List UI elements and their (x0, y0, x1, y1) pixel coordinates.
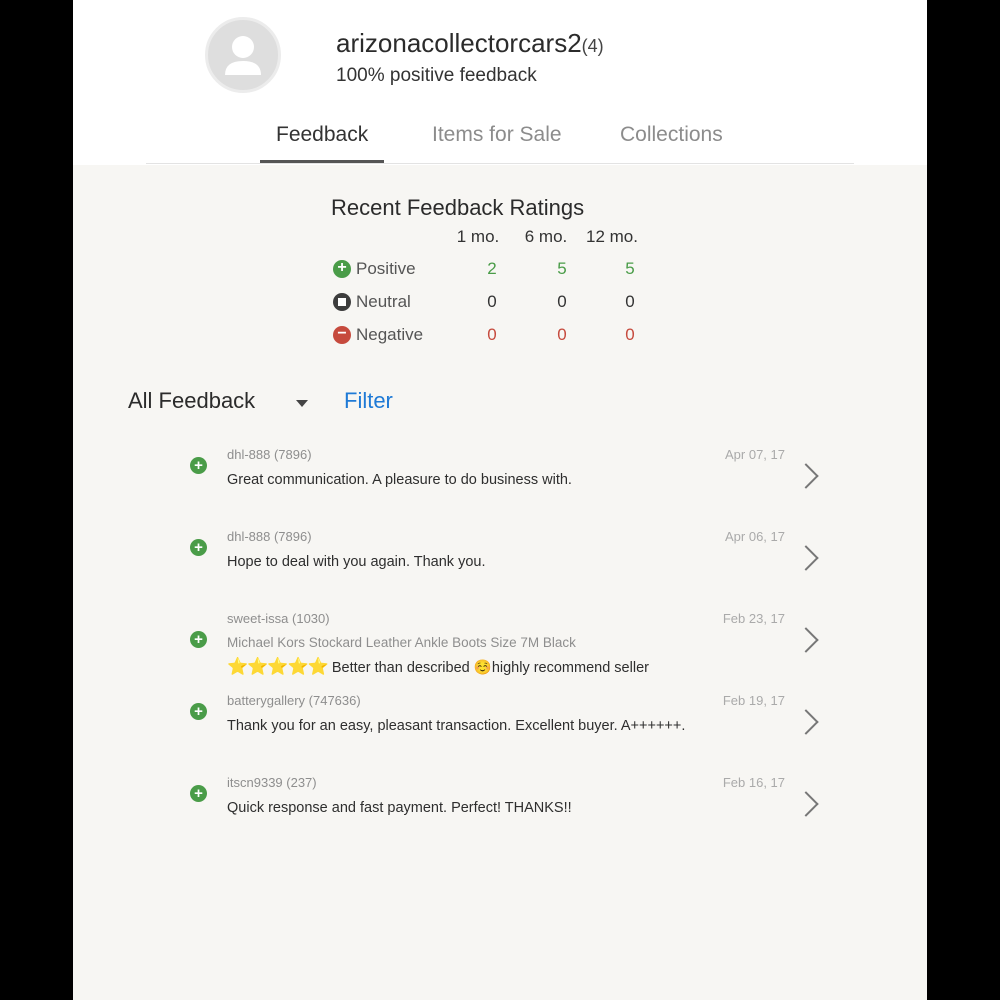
plus-circle-icon: + (190, 703, 207, 720)
feedback-comment: Great communication. A pleasure to do business with. (227, 472, 572, 488)
feedback-user[interactable]: batterygallery (747636) (227, 693, 361, 708)
column-header-1mo: 1 mo. (456, 227, 500, 246)
plus-circle-icon: + (190, 457, 207, 474)
five-star-rating: ⭐⭐⭐⭐⭐ (227, 657, 328, 676)
rating-value: 5 (625, 259, 635, 278)
chevron-down-icon[interactable] (296, 400, 308, 407)
rating-value: 5 (557, 259, 567, 278)
feedback-date: Apr 06, 17 (725, 529, 785, 544)
comment-text: highly recommend seller (491, 660, 649, 676)
chevron-right-icon[interactable] (793, 627, 818, 652)
feedback-entry[interactable] (73, 693, 927, 773)
feedback-user[interactable]: dhl-888 (7896) (227, 529, 312, 544)
minus-circle-icon: − (333, 326, 351, 344)
tab-collections[interactable]: Collections (620, 123, 723, 146)
square-circle-icon (333, 293, 351, 311)
feedback-page (73, 0, 927, 1000)
rating-label: Negative (356, 325, 424, 344)
positive-feedback-percent: 100% positive feedback (336, 65, 537, 86)
feedback-comment: Quick response and fast payment. Perfect! THANKS!! (227, 800, 572, 816)
user-silhouette-icon (208, 20, 278, 90)
feedback-user[interactable]: sweet-issa (1030) (227, 611, 330, 626)
rating-value: 0 (625, 292, 635, 311)
feedback-date: Feb 19, 17 (722, 693, 785, 708)
feedback-entry[interactable] (73, 611, 927, 691)
chevron-right-icon[interactable] (793, 791, 818, 816)
filter-button[interactable]: Filter (344, 388, 393, 413)
rating-value: 0 (487, 292, 497, 311)
rating-value: 2 (487, 259, 497, 278)
tab-divider (146, 163, 854, 164)
rating-value: 0 (557, 292, 567, 311)
feedback-comment: Hope to deal with you again. Thank you. (227, 554, 486, 570)
feedback-date: Feb 16, 17 (722, 775, 785, 790)
profile-header (73, 0, 927, 165)
plus-circle-icon: + (190, 631, 207, 648)
rating-value: 0 (487, 325, 497, 344)
comment-text: Better than described (327, 660, 474, 676)
feedback-comment: Thank you for an easy, pleasant transaction. Excellent buyer. A++++++. (227, 718, 686, 734)
feedback-user[interactable]: itscn9339 (237) (227, 775, 317, 790)
tab-items-for-sale[interactable]: Items for Sale (432, 123, 562, 146)
rating-label: Positive (356, 259, 416, 278)
feedback-date: Apr 07, 17 (725, 447, 785, 462)
rating-value: 0 (557, 325, 567, 344)
plus-circle-icon: + (190, 539, 207, 556)
chevron-right-icon[interactable] (793, 709, 818, 734)
feedback-date: Feb 23, 17 (722, 611, 785, 626)
column-header-6mo: 6 mo. (524, 227, 568, 246)
ratings-title: Recent Feedback Ratings (331, 195, 585, 220)
avatar[interactable] (205, 17, 281, 93)
feedback-user[interactable]: dhl-888 (7896) (227, 447, 312, 462)
rating-label: Neutral (356, 292, 411, 311)
chevron-right-icon[interactable] (793, 463, 818, 488)
rating-value: 0 (625, 325, 635, 344)
feedback-item-title[interactable]: Michael Kors Stockard Leather Ankle Boots Size 7M Black (227, 635, 576, 650)
feedback-entry[interactable] (73, 775, 927, 855)
smile-emoji: ☺️ (473, 660, 492, 676)
plus-circle-icon: + (333, 260, 351, 278)
feedback-score: (4) (581, 36, 604, 56)
tab-feedback[interactable]: Feedback (276, 123, 369, 146)
username-text: arizonacollectorcars2 (336, 28, 582, 58)
feedback-entry[interactable] (73, 529, 927, 609)
feedback-type-dropdown[interactable]: All Feedback (128, 388, 256, 413)
profile-username (336, 28, 604, 59)
feedback-comment (227, 657, 649, 677)
plus-circle-icon: + (190, 785, 207, 802)
chevron-right-icon[interactable] (793, 545, 818, 570)
column-header-12mo: 12 mo. (586, 227, 638, 246)
feedback-entry[interactable] (73, 447, 927, 527)
